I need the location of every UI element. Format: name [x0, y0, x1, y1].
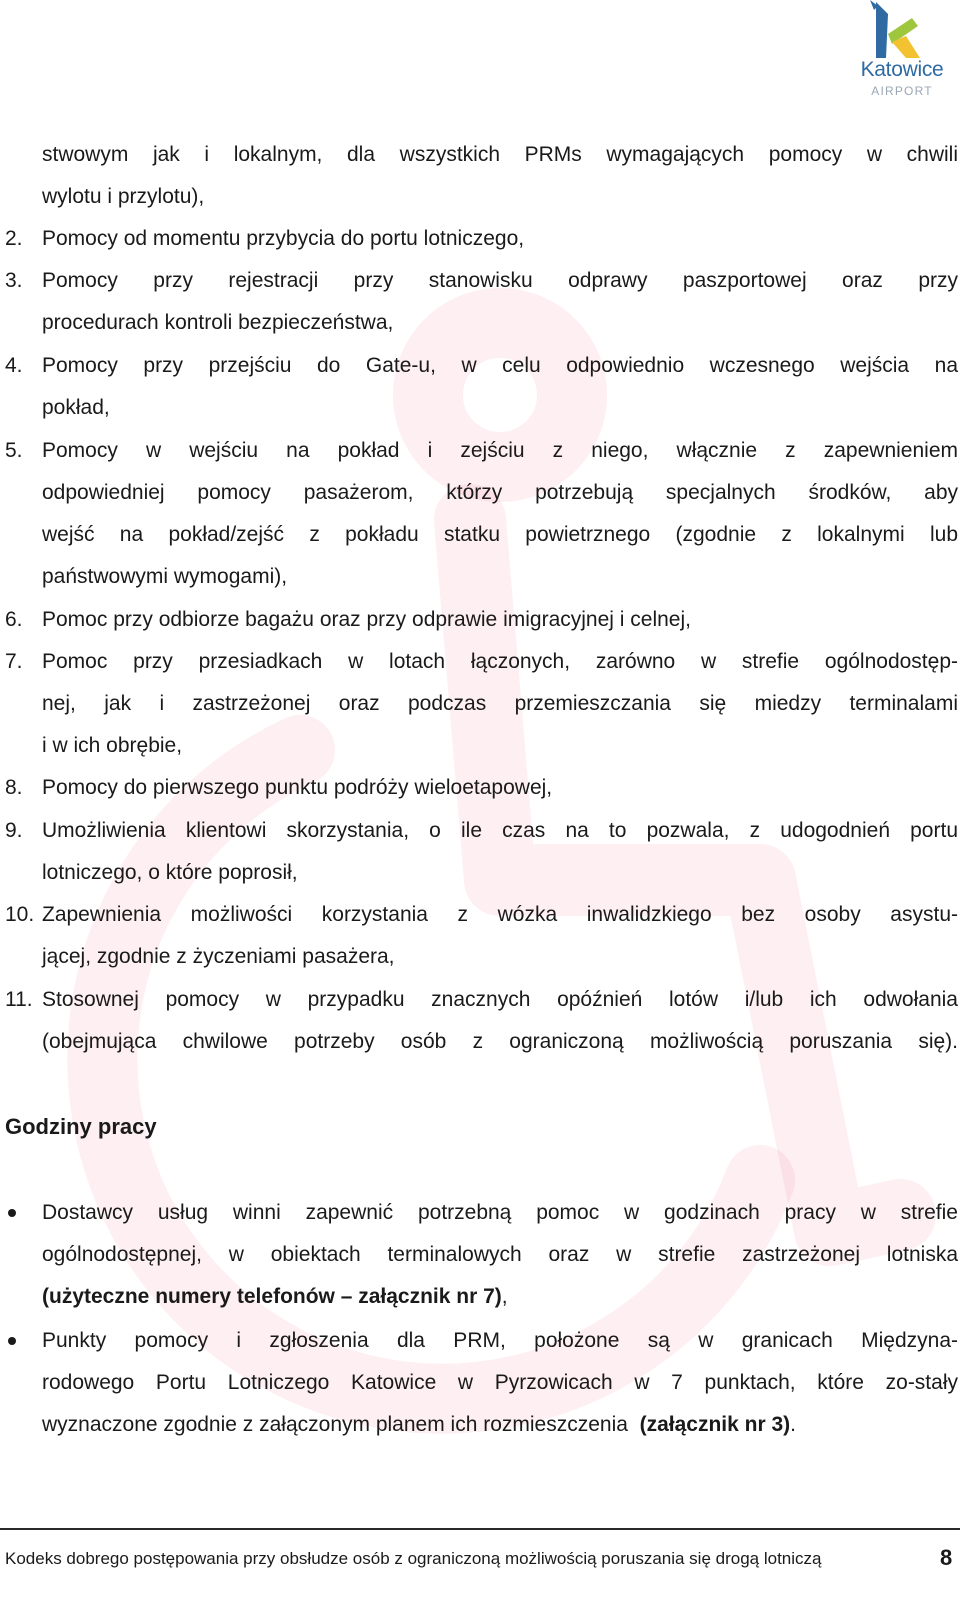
list-line: Pomocy od momentu przybycia do portu lotniczego, — [42, 227, 525, 250]
list-line: wylotu i przylotu), — [42, 185, 205, 208]
list-number: 8. — [5, 776, 23, 799]
list-line: Zapewnienia możliwości korzystania z wózka inwalidzkiego bez osoby asystu- — [42, 903, 958, 926]
list-line: i w ich obrębie, — [42, 734, 183, 757]
list-line: lotniczego, o które poprosił, — [42, 861, 298, 884]
list-line: Pomocy przy przejściu do Gate-u, w celu odpowiednio wczesnego wejścia na — [42, 354, 958, 377]
list-number: 3. — [5, 269, 23, 292]
logo-name: Katowice — [860, 58, 944, 81]
list-number: 9. — [5, 819, 23, 842]
list-line: nej, jak i zastrzeżonej oraz podczas przemieszczania się miedzy terminalami — [42, 692, 958, 715]
list-line: odpowiedniej pomocy pasażerom, którzy potrzebują specjalnych środków, aby — [42, 481, 958, 504]
katowice-airport-logo — [848, 0, 958, 100]
list-number: 2. — [5, 227, 23, 250]
list-line: Pomocy w wejściu na pokład i zejściu z niego, włącznie z zapewnieniem — [42, 439, 958, 462]
list-number: 11. — [5, 988, 33, 1011]
bold-reference: (użyteczne numery telefonów – załącznik nr 7) — [42, 1285, 502, 1308]
bullet-line — [42, 1403, 958, 1446]
list-number: 10. — [5, 903, 35, 926]
bullet-dot-icon — [8, 1337, 16, 1345]
footer-text: Kodeks dobrego postępowania przy obsłudze osób z ograniczoną możliwością poruszania się drogą lotniczą — [5, 1549, 822, 1568]
bullet-tail: , — [501, 1285, 508, 1308]
bullet-line: rodowego Portu Lotniczego Katowice w Pyrzowicach w 7 punktach, które zo-stały — [42, 1371, 958, 1394]
list-line: Pomoc przy odbiorze bagażu oraz przy odprawie imigracyjnej i celnej, — [42, 608, 691, 631]
list-line: Umożliwienia klientowi skorzystania, o ile czas na to pozwala, z udogodnień portu — [42, 819, 958, 842]
bullet-line: ogólnodostępnej, w obiektach terminalowych oraz w strefie zastrzeżonej lotniska — [42, 1243, 958, 1266]
list-line: Pomoc przy przesiadkach w lotach łączonych, zarówno w strefie ogólnodostęp- — [42, 650, 958, 673]
list-line: (obejmująca chwilowe potrzeby osób z ograniczoną możliwością poruszania się). — [42, 1030, 958, 1053]
bullet-text: wyznaczone zgodnie z załączonym planem ich rozmieszczenia — [42, 1413, 640, 1436]
list-line: wejść na pokład/zejść z pokładu statku powietrznego (zgodnie z lokalnymi lub — [42, 523, 958, 546]
list-line: Stosownej pomocy w przypadku znacznych opóźnień lotów i/lub ich odwołania — [42, 988, 958, 1011]
list-line: pokład, — [42, 396, 110, 419]
bullet-dot-icon — [8, 1209, 16, 1217]
logo-subtitle: AIRPORT — [871, 84, 933, 98]
bullet-tail: . — [790, 1413, 797, 1436]
bold-reference: (załącznik nr 3) — [639, 1413, 791, 1436]
bullet-line: Dostawcy usług winni zapewnić potrzebną pomoc w godzinach pracy w strefie — [42, 1201, 958, 1224]
list-line: jącej, zgodnie z życzeniami pasażera, — [42, 945, 395, 968]
list-number: 6. — [5, 608, 23, 631]
bullet-line: Punkty pomocy i zgłoszenia dla PRM, położone są w granicach Międzyna- — [42, 1329, 958, 1352]
list-line: państwowymi wymogami), — [42, 565, 288, 588]
list-line: procedurach kontroli bezpieczeństwa, — [42, 311, 394, 334]
page-number: 8 — [940, 1545, 953, 1570]
bullet-line — [42, 1275, 958, 1318]
logo-k-icon — [864, 0, 940, 58]
list-number: 4. — [5, 354, 23, 377]
list-line: stwowym jak i lokalnym, dla wszystkich PRMs wymagających pomocy w chwili — [42, 143, 958, 166]
footer-divider — [0, 1528, 960, 1530]
section-heading: Godziny pracy — [5, 1114, 157, 1139]
list-number: 5. — [5, 439, 23, 462]
list-number: 7. — [5, 650, 23, 673]
list-line: Pomocy przy rejestracji przy stanowisku odprawy paszportowej oraz przy — [42, 269, 958, 292]
list-line: Pomocy do pierwszego punktu podróży wieloetapowej, — [42, 776, 553, 799]
